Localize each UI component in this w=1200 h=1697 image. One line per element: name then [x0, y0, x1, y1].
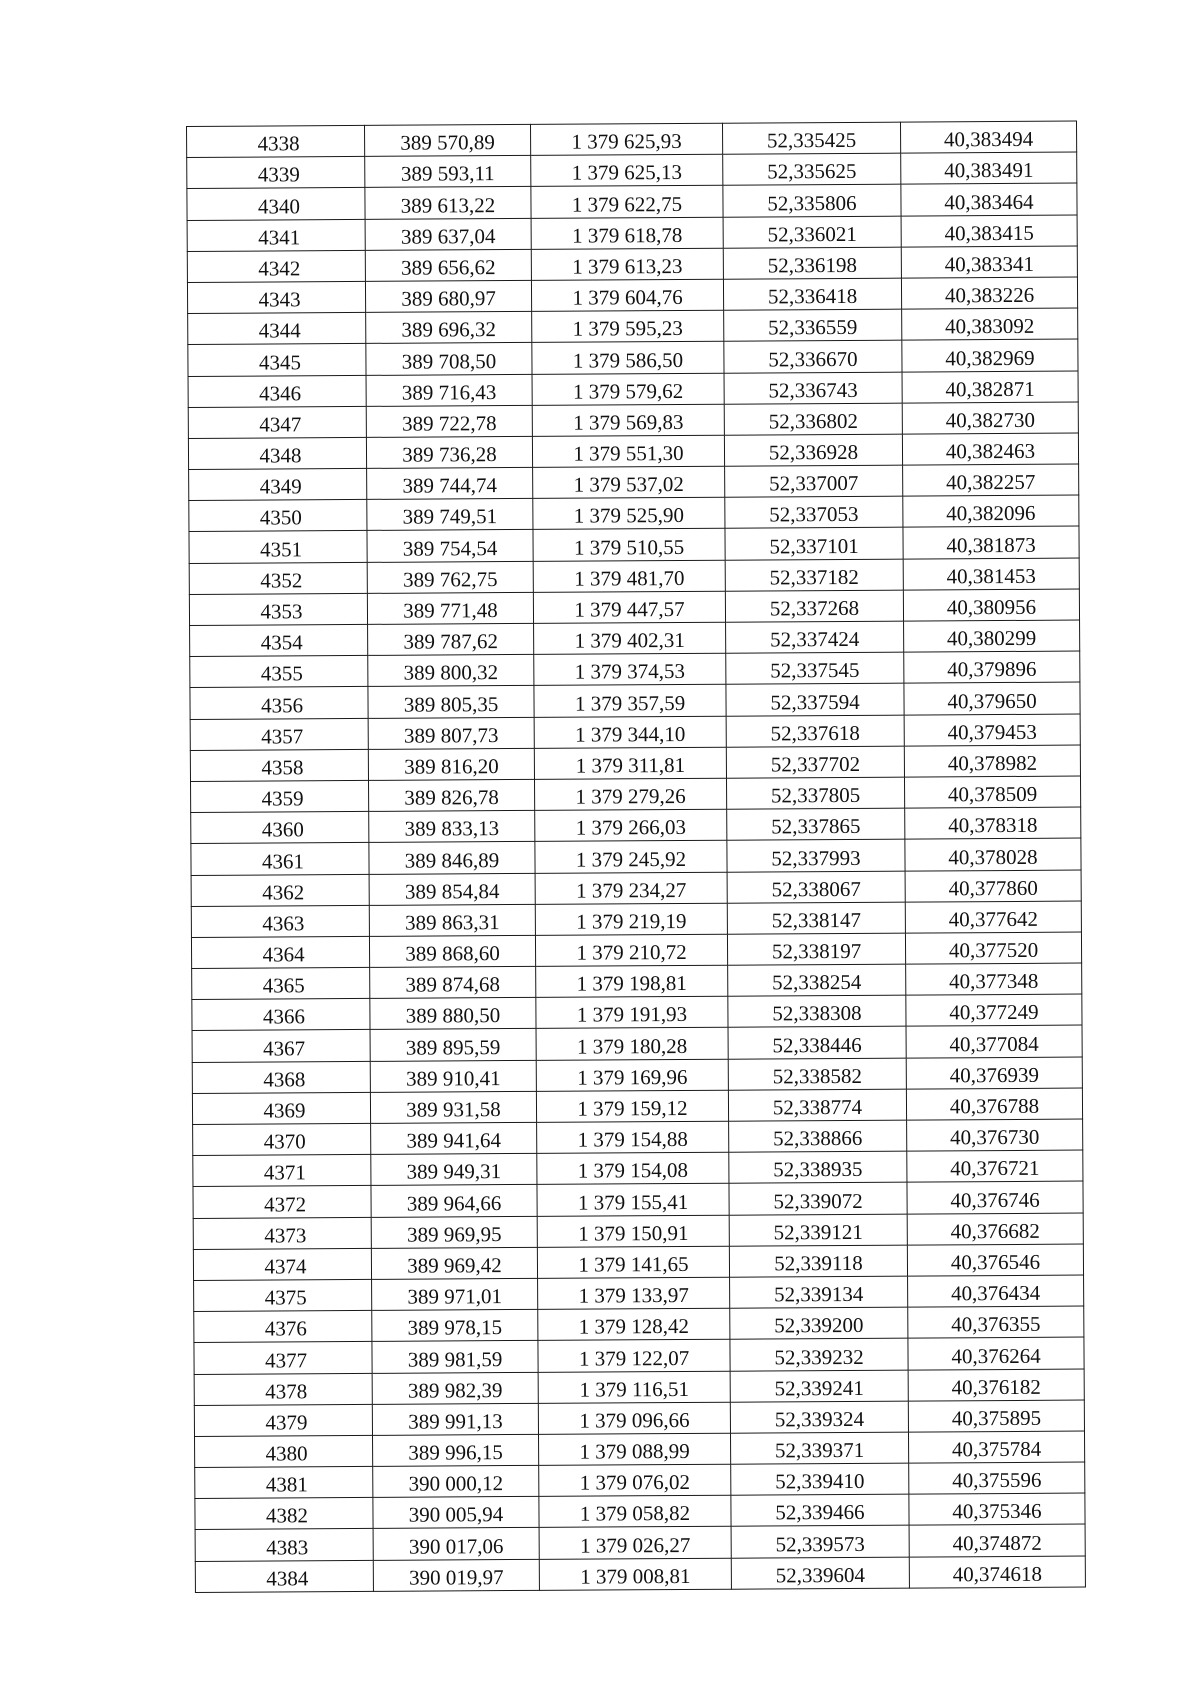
point-number-cell: 4357 — [190, 718, 368, 750]
point-number-cell: 4373 — [193, 1217, 371, 1249]
y-coordinate-cell: 1 379 076,02 — [539, 1464, 731, 1496]
y-coordinate-cell: 1 379 180,28 — [536, 1028, 728, 1060]
longitude-cell: 40,377642 — [905, 901, 1081, 933]
latitude-cell: 52,337053 — [725, 496, 903, 528]
x-coordinate-cell: 389 991,13 — [372, 1403, 538, 1435]
point-number-cell: 4377 — [194, 1342, 372, 1374]
latitude-cell: 52,335425 — [722, 122, 900, 154]
x-coordinate-cell: 389 941,64 — [371, 1122, 537, 1154]
y-coordinate-cell: 1 379 169,96 — [536, 1059, 728, 1091]
y-coordinate-cell: 1 379 604,76 — [531, 279, 723, 311]
point-number-cell: 4360 — [191, 812, 369, 844]
x-coordinate-cell: 389 964,66 — [371, 1185, 537, 1217]
x-coordinate-cell: 389 762,75 — [367, 561, 533, 593]
latitude-cell: 52,336559 — [724, 309, 902, 341]
longitude-cell: 40,381873 — [903, 526, 1079, 558]
x-coordinate-cell: 389 800,32 — [368, 655, 534, 687]
x-coordinate-cell: 389 826,78 — [369, 779, 535, 811]
y-coordinate-cell: 1 379 618,78 — [531, 217, 723, 249]
x-coordinate-cell: 389 754,54 — [367, 530, 533, 562]
longitude-cell: 40,376730 — [907, 1119, 1083, 1151]
longitude-cell: 40,378982 — [904, 745, 1080, 777]
latitude-cell: 52,336670 — [724, 340, 902, 372]
latitude-cell: 52,339121 — [729, 1214, 907, 1246]
longitude-cell: 40,376788 — [906, 1088, 1082, 1120]
point-number-cell: 4368 — [192, 1061, 370, 1093]
longitude-cell: 40,382257 — [903, 464, 1079, 496]
latitude-cell: 52,336418 — [723, 278, 901, 310]
latitude-cell: 52,337702 — [726, 746, 904, 778]
x-coordinate-cell: 389 716,43 — [366, 374, 532, 406]
point-number-cell: 4345 — [188, 344, 366, 376]
x-coordinate-cell: 389 854,84 — [369, 873, 535, 905]
point-number-cell: 4365 — [192, 967, 370, 999]
longitude-cell: 40,375346 — [909, 1493, 1085, 1525]
point-number-cell: 4348 — [188, 437, 366, 469]
longitude-cell: 40,377348 — [906, 963, 1082, 995]
point-number-cell: 4380 — [195, 1435, 373, 1467]
latitude-cell: 52,338446 — [728, 1027, 906, 1059]
longitude-cell: 40,376939 — [906, 1057, 1082, 1089]
longitude-cell: 40,382463 — [902, 433, 1078, 465]
y-coordinate-cell: 1 379 150,91 — [537, 1215, 729, 1247]
x-coordinate-cell: 389 722,78 — [366, 405, 532, 437]
table-row — [195, 1556, 1085, 1593]
point-number-cell: 4351 — [189, 531, 367, 563]
y-coordinate-cell: 1 379 155,41 — [537, 1184, 729, 1216]
x-coordinate-cell: 389 805,35 — [368, 686, 534, 718]
latitude-cell: 52,338866 — [729, 1120, 907, 1152]
point-number-cell: 4347 — [188, 406, 366, 438]
point-number-cell: 4340 — [187, 188, 365, 220]
latitude-cell: 52,338197 — [727, 933, 905, 965]
longitude-cell: 40,375596 — [909, 1462, 1085, 1494]
latitude-cell: 52,336021 — [723, 216, 901, 248]
longitude-cell: 40,378028 — [905, 838, 1081, 870]
longitude-cell: 40,383226 — [901, 277, 1077, 309]
point-number-cell: 4346 — [188, 375, 366, 407]
longitude-cell: 40,380299 — [904, 620, 1080, 652]
y-coordinate-cell: 1 379 613,23 — [531, 248, 723, 280]
x-coordinate-cell: 389 696,32 — [366, 312, 532, 344]
y-coordinate-cell: 1 379 447,57 — [533, 591, 725, 623]
point-number-cell: 4358 — [190, 749, 368, 781]
point-number-cell: 4381 — [195, 1466, 373, 1498]
latitude-cell: 52,335806 — [723, 185, 901, 217]
x-coordinate-cell: 389 593,11 — [365, 156, 531, 188]
x-coordinate-cell: 389 971,01 — [372, 1278, 538, 1310]
y-coordinate-cell: 1 379 569,83 — [532, 404, 724, 436]
x-coordinate-cell: 389 969,95 — [371, 1216, 537, 1248]
longitude-cell: 40,378509 — [904, 776, 1080, 808]
longitude-cell: 40,375784 — [908, 1431, 1084, 1463]
y-coordinate-cell: 1 379 622,75 — [531, 186, 723, 218]
longitude-cell: 40,382969 — [902, 339, 1078, 371]
longitude-cell: 40,380956 — [903, 589, 1079, 621]
longitude-cell: 40,376746 — [907, 1181, 1083, 1213]
y-coordinate-cell: 1 379 096,66 — [538, 1402, 730, 1434]
latitude-cell: 52,339200 — [730, 1307, 908, 1339]
latitude-cell: 52,338308 — [728, 995, 906, 1027]
latitude-cell: 52,337993 — [727, 839, 905, 871]
x-coordinate-cell: 389 910,41 — [370, 1060, 536, 1092]
x-coordinate-cell: 389 787,62 — [368, 623, 534, 655]
y-coordinate-cell: 1 379 008,81 — [539, 1558, 731, 1590]
latitude-cell: 52,338582 — [728, 1058, 906, 1090]
point-number-cell: 4354 — [190, 624, 368, 656]
latitude-cell: 52,337545 — [726, 652, 904, 684]
y-coordinate-cell: 1 379 154,08 — [537, 1152, 729, 1184]
point-number-cell: 4361 — [191, 843, 369, 875]
y-coordinate-cell: 1 379 266,03 — [535, 809, 727, 841]
y-coordinate-cell: 1 379 128,42 — [538, 1308, 730, 1340]
latitude-cell: 52,339573 — [731, 1526, 909, 1558]
latitude-cell: 52,339604 — [731, 1557, 909, 1589]
y-coordinate-cell: 1 379 219,19 — [535, 903, 727, 935]
point-number-cell: 4371 — [193, 1155, 371, 1187]
latitude-cell: 52,337182 — [725, 559, 903, 591]
point-number-cell: 4363 — [191, 905, 369, 937]
latitude-cell: 52,338254 — [728, 964, 906, 996]
y-coordinate-cell: 1 379 210,72 — [535, 934, 727, 966]
y-coordinate-cell: 1 379 551,30 — [532, 435, 724, 467]
point-number-cell: 4369 — [192, 1092, 370, 1124]
x-coordinate-cell: 389 744,74 — [367, 467, 533, 499]
point-number-cell: 4343 — [187, 281, 365, 313]
point-number-cell: 4349 — [189, 468, 367, 500]
longitude-cell: 40,382730 — [902, 402, 1078, 434]
point-number-cell: 4379 — [194, 1404, 372, 1436]
x-coordinate-cell: 389 749,51 — [367, 499, 533, 531]
y-coordinate-cell: 1 379 058,82 — [539, 1495, 731, 1527]
y-coordinate-cell: 1 379 357,59 — [534, 685, 726, 717]
y-coordinate-cell: 1 379 191,93 — [536, 996, 728, 1028]
point-number-cell: 4342 — [187, 250, 365, 282]
y-coordinate-cell: 1 379 311,81 — [534, 747, 726, 779]
point-number-cell: 4352 — [189, 562, 367, 594]
latitude-cell: 52,337007 — [725, 465, 903, 497]
latitude-cell: 52,339371 — [730, 1432, 908, 1464]
y-coordinate-cell: 1 379 525,90 — [533, 497, 725, 529]
x-coordinate-cell: 389 846,89 — [369, 842, 535, 874]
y-coordinate-cell: 1 379 026,27 — [539, 1527, 731, 1559]
y-coordinate-cell: 1 379 595,23 — [532, 310, 724, 342]
longitude-cell: 40,383494 — [900, 121, 1076, 153]
longitude-cell: 40,381453 — [903, 558, 1079, 590]
latitude-cell: 52,339232 — [730, 1338, 908, 1370]
latitude-cell: 52,339410 — [731, 1463, 909, 1495]
y-coordinate-cell: 1 379 116,51 — [538, 1371, 730, 1403]
longitude-cell: 40,383341 — [901, 246, 1077, 278]
x-coordinate-cell: 390 000,12 — [373, 1465, 539, 1497]
coordinates-table-wrapper — [186, 121, 1085, 1593]
longitude-cell: 40,376434 — [908, 1275, 1084, 1307]
y-coordinate-cell: 1 379 154,88 — [537, 1121, 729, 1153]
point-number-cell: 4364 — [191, 936, 369, 968]
x-coordinate-cell: 389 874,68 — [370, 966, 536, 998]
point-number-cell: 4359 — [191, 780, 369, 812]
longitude-cell: 40,374872 — [909, 1524, 1085, 1556]
y-coordinate-cell: 1 379 159,12 — [536, 1090, 728, 1122]
latitude-cell: 52,339072 — [729, 1182, 907, 1214]
x-coordinate-cell: 389 613,22 — [365, 187, 531, 219]
longitude-cell: 40,382871 — [902, 371, 1078, 403]
point-number-cell: 4384 — [195, 1560, 373, 1592]
x-coordinate-cell: 389 680,97 — [365, 280, 531, 312]
latitude-cell: 52,338774 — [728, 1089, 906, 1121]
x-coordinate-cell: 389 895,59 — [370, 1029, 536, 1061]
y-coordinate-cell: 1 379 579,62 — [532, 373, 724, 405]
point-number-cell: 4355 — [190, 656, 368, 688]
latitude-cell: 52,337594 — [726, 683, 904, 715]
x-coordinate-cell: 389 863,31 — [369, 904, 535, 936]
point-number-cell: 4374 — [193, 1248, 371, 1280]
y-coordinate-cell: 1 379 481,70 — [533, 560, 725, 592]
longitude-cell: 40,376264 — [908, 1337, 1084, 1369]
x-coordinate-cell: 389 637,04 — [365, 218, 531, 250]
x-coordinate-cell: 389 736,28 — [366, 436, 532, 468]
x-coordinate-cell: 390 019,97 — [373, 1559, 539, 1591]
point-number-cell: 4356 — [190, 687, 368, 719]
y-coordinate-cell: 1 379 625,13 — [531, 154, 723, 186]
point-number-cell: 4366 — [192, 999, 370, 1031]
x-coordinate-cell: 389 949,31 — [371, 1154, 537, 1186]
y-coordinate-cell: 1 379 374,53 — [534, 653, 726, 685]
point-number-cell: 4344 — [188, 313, 366, 345]
longitude-cell: 40,379896 — [904, 651, 1080, 683]
y-coordinate-cell: 1 379 402,31 — [534, 622, 726, 654]
y-coordinate-cell: 1 379 279,26 — [534, 778, 726, 810]
point-number-cell: 4353 — [189, 593, 367, 625]
y-coordinate-cell: 1 379 245,92 — [535, 841, 727, 873]
longitude-cell: 40,377860 — [905, 870, 1081, 902]
longitude-cell: 40,383415 — [901, 215, 1077, 247]
longitude-cell: 40,379453 — [904, 714, 1080, 746]
latitude-cell: 52,337865 — [727, 808, 905, 840]
latitude-cell: 52,336928 — [724, 434, 902, 466]
latitude-cell: 52,339324 — [730, 1401, 908, 1433]
longitude-cell: 40,377520 — [905, 932, 1081, 964]
latitude-cell: 52,337424 — [726, 621, 904, 653]
latitude-cell: 52,336743 — [724, 372, 902, 404]
point-number-cell: 4367 — [192, 1030, 370, 1062]
coordinates-table-body — [187, 121, 1086, 1592]
latitude-cell: 52,336802 — [724, 403, 902, 435]
point-number-cell: 4372 — [193, 1186, 371, 1218]
point-number-cell: 4338 — [187, 125, 365, 157]
longitude-cell: 40,383092 — [902, 308, 1078, 340]
x-coordinate-cell: 389 570,89 — [364, 124, 530, 156]
longitude-cell: 40,378318 — [905, 807, 1081, 839]
x-coordinate-cell: 389 996,15 — [373, 1434, 539, 1466]
longitude-cell: 40,377084 — [906, 1025, 1082, 1057]
y-coordinate-cell: 1 379 088,99 — [538, 1433, 730, 1465]
x-coordinate-cell: 389 982,39 — [372, 1372, 538, 1404]
point-number-cell: 4362 — [191, 874, 369, 906]
longitude-cell: 40,383491 — [901, 152, 1077, 184]
latitude-cell: 52,338935 — [729, 1151, 907, 1183]
x-coordinate-cell: 390 017,06 — [373, 1528, 539, 1560]
point-number-cell: 4341 — [187, 219, 365, 251]
x-coordinate-cell: 389 771,48 — [367, 592, 533, 624]
x-coordinate-cell: 389 816,20 — [368, 748, 534, 780]
x-coordinate-cell: 389 880,50 — [370, 998, 536, 1030]
y-coordinate-cell: 1 379 133,97 — [538, 1277, 730, 1309]
longitude-cell: 40,376546 — [907, 1244, 1083, 1276]
latitude-cell: 52,338067 — [727, 871, 905, 903]
latitude-cell: 52,337805 — [726, 777, 904, 809]
longitude-cell: 40,376721 — [907, 1150, 1083, 1182]
x-coordinate-cell: 389 931,58 — [370, 1091, 536, 1123]
longitude-cell: 40,377249 — [906, 994, 1082, 1026]
longitude-cell: 40,379650 — [904, 682, 1080, 714]
longitude-cell: 40,376682 — [907, 1213, 1083, 1245]
x-coordinate-cell: 389 708,50 — [366, 343, 532, 375]
x-coordinate-cell: 389 981,59 — [372, 1341, 538, 1373]
x-coordinate-cell: 389 978,15 — [372, 1309, 538, 1341]
y-coordinate-cell: 1 379 510,55 — [533, 529, 725, 561]
point-number-cell: 4339 — [187, 157, 365, 189]
point-number-cell: 4383 — [195, 1529, 373, 1561]
latitude-cell: 52,337268 — [725, 590, 903, 622]
y-coordinate-cell: 1 379 625,93 — [530, 123, 722, 155]
latitude-cell: 52,339466 — [731, 1494, 909, 1526]
latitude-cell: 52,337101 — [725, 528, 903, 560]
latitude-cell: 52,338147 — [727, 902, 905, 934]
point-number-cell: 4378 — [194, 1373, 372, 1405]
x-coordinate-cell: 389 656,62 — [365, 249, 531, 281]
y-coordinate-cell: 1 379 344,10 — [534, 716, 726, 748]
latitude-cell: 52,335625 — [723, 153, 901, 185]
y-coordinate-cell: 1 379 234,27 — [535, 872, 727, 904]
x-coordinate-cell: 389 969,42 — [371, 1247, 537, 1279]
latitude-cell: 52,339118 — [729, 1245, 907, 1277]
latitude-cell: 52,339241 — [730, 1370, 908, 1402]
x-coordinate-cell: 390 005,94 — [373, 1497, 539, 1529]
point-number-cell: 4370 — [193, 1123, 371, 1155]
x-coordinate-cell: 389 868,60 — [369, 935, 535, 967]
x-coordinate-cell: 389 833,13 — [369, 811, 535, 843]
y-coordinate-cell: 1 379 198,81 — [536, 965, 728, 997]
latitude-cell: 52,336198 — [723, 247, 901, 279]
point-number-cell: 4375 — [194, 1279, 372, 1311]
coordinates-table — [186, 121, 1086, 1593]
longitude-cell: 40,382096 — [903, 495, 1079, 527]
point-number-cell: 4376 — [194, 1311, 372, 1343]
y-coordinate-cell: 1 379 122,07 — [538, 1340, 730, 1372]
x-coordinate-cell: 389 807,73 — [368, 717, 534, 749]
y-coordinate-cell: 1 379 537,02 — [533, 466, 725, 498]
y-coordinate-cell: 1 379 586,50 — [532, 342, 724, 374]
longitude-cell: 40,383464 — [901, 183, 1077, 215]
longitude-cell: 40,376355 — [908, 1306, 1084, 1338]
latitude-cell: 52,337618 — [726, 715, 904, 747]
longitude-cell: 40,374618 — [909, 1556, 1085, 1588]
point-number-cell: 4382 — [195, 1498, 373, 1530]
longitude-cell: 40,375895 — [908, 1400, 1084, 1432]
y-coordinate-cell: 1 379 141,65 — [537, 1246, 729, 1278]
point-number-cell: 4350 — [189, 500, 367, 532]
latitude-cell: 52,339134 — [730, 1276, 908, 1308]
longitude-cell: 40,376182 — [908, 1369, 1084, 1401]
